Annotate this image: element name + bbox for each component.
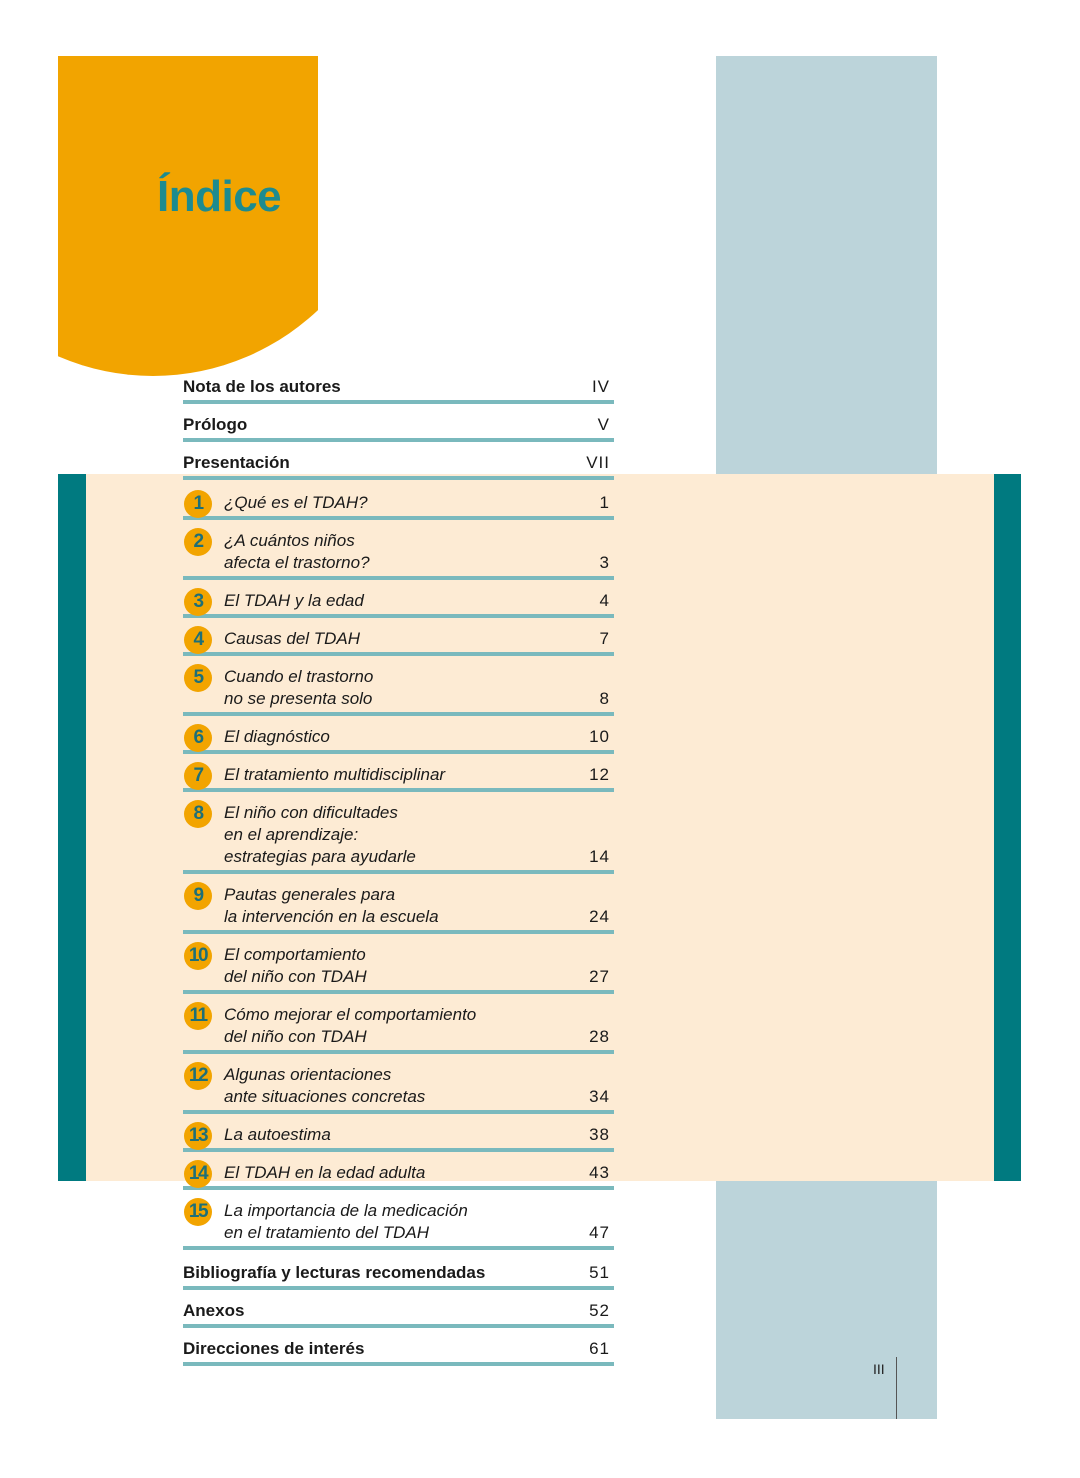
toc-entry-label: Algunas orientaciones ante situaciones concretas: [224, 1065, 426, 1106]
chapter-number-badge: 9: [184, 882, 212, 910]
toc-entry-page: 24: [589, 907, 610, 926]
toc-entry-label: ¿A cuántos niños afecta el trastorno?: [224, 531, 370, 572]
toc-entry-page: 12: [589, 765, 610, 784]
toc-section-entry[interactable]: [183, 408, 614, 442]
toc-entry-label: La importancia de la medicación en el tratamiento del TDAH: [224, 1201, 468, 1242]
teal-bar-right: [994, 474, 1021, 1181]
toc-entry-label: La autoestima: [224, 1125, 331, 1144]
toc-entry-page: 52: [589, 1301, 610, 1320]
toc-entry-label: El niño con dificultades en el aprendizaje: estrategias para ayudarle: [224, 803, 416, 866]
chapter-number-badge: 5: [184, 664, 212, 692]
toc-entry-label: El comportamiento del niño con TDAH: [224, 945, 367, 986]
toc-entry-label: Anexos: [183, 1301, 245, 1320]
toc-entry-label: El TDAH en la edad adulta: [224, 1163, 426, 1182]
chapter-number-badge: 3: [184, 588, 212, 616]
toc-entry-page: 3: [599, 553, 610, 572]
toc-entry-page: 27: [589, 967, 610, 986]
toc-entry-page: 38: [589, 1125, 610, 1144]
toc-entry-label: Bibliografía y lecturas recomendadas: [183, 1263, 486, 1282]
toc-entry-page: 14: [589, 847, 610, 866]
toc-entry-page: 10: [589, 727, 610, 746]
toc-chapter-entry[interactable]: [183, 1194, 614, 1250]
toc-chapter-entry[interactable]: [183, 758, 614, 792]
toc-chapter-entry[interactable]: [183, 486, 614, 520]
toc-section-entry[interactable]: [183, 370, 614, 404]
toc-section-entry[interactable]: [183, 446, 614, 480]
toc-chapter-entry[interactable]: [183, 584, 614, 618]
toc-entry-label: El diagnóstico: [224, 727, 330, 746]
toc-entry-label: Direcciones de interés: [183, 1339, 365, 1358]
chapter-number-badge: 4: [184, 626, 212, 654]
toc-chapter-entry[interactable]: [183, 878, 614, 934]
page-number: III: [873, 1361, 885, 1377]
toc-entry-page: 34: [589, 1087, 610, 1106]
toc-section-entry[interactable]: [183, 1256, 614, 1290]
toc-entry-page: 28: [589, 1027, 610, 1046]
toc-chapter-entry[interactable]: [183, 660, 614, 716]
toc-entry-page: 4: [599, 591, 610, 610]
chapter-number-badge: 2: [184, 528, 212, 556]
chapter-number-badge: 15: [184, 1198, 212, 1226]
toc-section-entry[interactable]: [183, 1294, 614, 1328]
chapter-number-badge: 6: [184, 724, 212, 752]
toc-chapter-entry[interactable]: [183, 720, 614, 754]
chapter-number-badge: 8: [184, 800, 212, 828]
toc-chapter-entry[interactable]: [183, 796, 614, 874]
teal-bar-left: [58, 474, 86, 1181]
toc-entry-page: 47: [589, 1223, 610, 1242]
toc-entry-label: Presentación: [183, 453, 290, 472]
toc-entry-page: 7: [599, 629, 610, 648]
toc-entry-page: 8: [599, 689, 610, 708]
chapter-number-badge: 13: [184, 1122, 212, 1150]
chapter-number-badge: 12: [184, 1062, 212, 1090]
toc-entry-label: Prólogo: [183, 415, 248, 434]
chapter-number-badge: 11: [184, 1002, 212, 1030]
toc-chapter-entry[interactable]: [183, 1058, 614, 1114]
toc-entry-page: 61: [589, 1339, 610, 1358]
toc-entry-page: 1: [599, 493, 610, 512]
toc-chapter-entry[interactable]: [183, 998, 614, 1054]
chapter-number-badge: 10: [184, 942, 212, 970]
toc-chapter-entry[interactable]: [183, 622, 614, 656]
toc-entry-page: VII: [586, 453, 610, 472]
chapter-number-badge: 1: [184, 490, 212, 518]
toc-entry-page: V: [597, 415, 610, 434]
toc-chapter-entry[interactable]: [183, 938, 614, 994]
toc-entry-page: IV: [591, 377, 610, 396]
toc-entry-label: Nota de los autores: [183, 377, 341, 396]
chapter-number-badge: 14: [184, 1160, 212, 1188]
toc-entry-label: Cuando el trastorno no se presenta solo: [224, 667, 374, 708]
chapter-number-badge: 7: [184, 762, 212, 790]
page-title: Índice: [157, 172, 282, 221]
toc-chapter-entry[interactable]: [183, 1118, 614, 1152]
toc-chapter-entry[interactable]: [183, 524, 614, 580]
toc-entry-label: El tratamiento multidisciplinar: [224, 765, 446, 784]
page-number-rule: [896, 1357, 897, 1419]
toc-entry-page: 51: [589, 1263, 610, 1282]
toc-section-entry[interactable]: [183, 1332, 614, 1366]
toc-entry-label: Cómo mejorar el comportamiento del niño con TDAH: [224, 1005, 477, 1046]
toc-entry-label: El TDAH y la edad: [224, 591, 364, 610]
toc-entry-label: ¿Qué es el TDAH?: [224, 493, 368, 512]
toc-chapter-entry[interactable]: [183, 1156, 614, 1190]
toc-entry-label: Pautas generales para la intervención en la escuela: [224, 885, 439, 926]
toc-entry-page: 43: [589, 1163, 610, 1182]
toc-entry-label: Causas del TDAH: [224, 629, 361, 648]
